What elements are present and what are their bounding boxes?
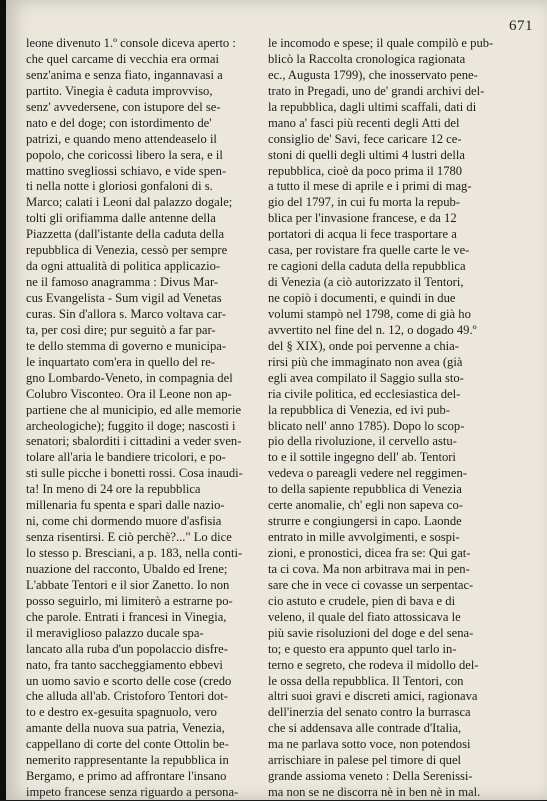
text-line: che parole. Entrati i francesi in Vinegia, bbox=[26, 609, 227, 624]
text-line: sare che in vece ci covasse un serpentac- bbox=[268, 577, 474, 592]
text-line: lancato alla ruba d'un popolaccio disfre- bbox=[26, 641, 228, 656]
text-line: to della sapiente repubblica di Venezia bbox=[268, 482, 462, 497]
page-number: 671 bbox=[509, 18, 533, 34]
text-line: un uomo savio e scorto delle cose (credo bbox=[26, 673, 232, 688]
text-line: popolo, che coricossi libero la sera, e il bbox=[26, 147, 223, 162]
text-line: ma ne parlava sotto voce, non potendosi bbox=[268, 737, 471, 752]
text-line: amante della nuova sua patria, Venezia, bbox=[26, 721, 225, 736]
text-line: strurre e congiungersi in capo. Laonde bbox=[268, 514, 462, 529]
text-line: nemerito rappresentante la repubblica in bbox=[26, 753, 229, 768]
text-line: posso seguirlo, mi limiterò a estrarne po- bbox=[26, 593, 233, 608]
text-line: senatori; sbalorditi i cittadini a veder sven- bbox=[26, 434, 242, 449]
text-line: pio della rivoluzione, il cervello astu- bbox=[268, 434, 457, 449]
text-line: ria civile politica, ed ecclesiastica del- bbox=[268, 386, 461, 401]
text-line: gno Lombardo-Veneto, in compagnia del bbox=[26, 370, 233, 385]
text-line: millenaria fu spenta e sparì dalle nazio- bbox=[26, 498, 225, 513]
text-line: to e il sottile ingegno dell' ab. Tentori bbox=[268, 450, 456, 465]
text-line: trato in Pregadi, uno de' grandi archivi del- bbox=[268, 83, 485, 98]
text-line: re cagioni della caduta della repubblica bbox=[268, 259, 466, 274]
text-line: stoni di quelli degli ultimi 4 lustri della bbox=[268, 147, 465, 162]
text-line: entrato in mille avvolgimenti, e sospi- bbox=[268, 530, 460, 545]
right-text-column bbox=[268, 36, 538, 801]
text-line: dell'inerzia del senato contro la burrasca bbox=[268, 705, 471, 720]
text-line: Colubro Visconteo. Ora il Leone non ap- bbox=[26, 386, 232, 401]
text-line: più savie risoluzioni del doge e del sena- bbox=[268, 625, 474, 640]
text-line: le incomodo e spese; il quale compilò e pub- bbox=[268, 36, 494, 50]
text-line: le ossa della repubblica. Il Tentori, con bbox=[268, 673, 464, 688]
text-line: Piazzetta (dall'istante della caduta della bbox=[26, 227, 225, 242]
text-line: curas. Sin d'allora s. Marco voltava car- bbox=[26, 306, 226, 321]
text-line: te dello stemma di governo e municipa- bbox=[26, 338, 227, 353]
text-line: blicato nell' anno 1785). Dopo lo scop- bbox=[268, 418, 465, 433]
text-line: veleno, il quale del fiato attossicava le bbox=[268, 609, 461, 624]
text-line: partito. Vinegia è caduta improvviso, bbox=[26, 83, 213, 98]
text-line: mano a' fasci più recenti degli Atti del bbox=[268, 115, 460, 130]
text-line: il meraviglioso palazzo ducale spa- bbox=[26, 625, 204, 640]
text-line: nuazione del racconto, Ubaldo ed Irene; bbox=[26, 561, 228, 576]
text-line: archeologiche); fuggito il doge; nascosti i bbox=[26, 418, 236, 433]
text-line: senza risentirsi. E ciò perchè?..." Lo dice bbox=[26, 530, 232, 545]
text-line: sti sulle picche i bonetti rossi. Cosa inaudi- bbox=[26, 466, 243, 481]
text-line: a tutto il mese di aprile e i primi di mag- bbox=[268, 179, 472, 194]
text-line: ne il famoso anagramma : Divus Mar- bbox=[26, 275, 219, 290]
text-line: senz' avvedersene, con istupore del se- bbox=[26, 99, 221, 114]
text-line: Marco; calati i Leoni dal palazzo dogale; bbox=[26, 195, 233, 210]
text-line: altri suoi gravi e discreti amici, ragionava bbox=[268, 689, 478, 704]
text-line: tolti gli orifiamma dalle antenne della bbox=[26, 211, 216, 226]
text-line: avvertito nel fine del n. 12, o dogado 49.º bbox=[268, 322, 477, 337]
text-line: la repubblica, dagli ultimi scaffali, dati di bbox=[268, 99, 477, 114]
text-line: blica per l'invasione francese, e da 12 bbox=[268, 211, 457, 226]
text-line: ta, per così dire; pur seguitò a far par- bbox=[26, 322, 216, 337]
text-line: di Venezia (a ciò autorizzato il Tentori, bbox=[268, 275, 464, 290]
text-line: partiene che al municipio, ed alle memorie bbox=[26, 402, 242, 417]
text-line: leone divenuto 1.º console diceva aperto : bbox=[26, 36, 236, 50]
text-line: che quel carcame di vecchia era ormai bbox=[26, 51, 219, 66]
text-line: tolare all'aria le bandiere tricolori, e po- bbox=[26, 450, 226, 465]
text-line: certe anomalie, ch' egli non sapeva co- bbox=[268, 498, 463, 513]
text-line: che alluda all'ab. Cristoforo Tentori dot- bbox=[26, 689, 228, 704]
text-line: nato e del doge; con istordimento de' bbox=[26, 115, 212, 130]
text-line: repubblica, cioè da poco prima il 1780 bbox=[268, 163, 463, 178]
left-text-column bbox=[26, 36, 263, 801]
text-line: consiglio de' Savi, fece caricare 12 ce- bbox=[268, 131, 462, 146]
text-line: portatori di acqua li fece trasportare a bbox=[268, 227, 457, 242]
text-line: grande assioma veneto : Della Serenissi- bbox=[268, 769, 473, 784]
text-line: mattino svegliossi schiavo, e vide spen- bbox=[26, 163, 227, 178]
text-line: volumi stampò nel 1798, come di già ho bbox=[268, 306, 471, 321]
text-line: la repubblica di Venezia, ed ivi pub- bbox=[268, 402, 450, 417]
text-line: cappellano di corte del conte Ottolin be- bbox=[26, 737, 229, 752]
text-line: blicò la Raccolta cronologica ragionata bbox=[268, 51, 466, 66]
text-line: del § XIX), onde poi pervenne a chia- bbox=[268, 338, 459, 353]
text-line: cus Evangelista - Sum vigil ad Venetas bbox=[26, 291, 222, 305]
text-line: senz'anima e senza fiato, ingannavasi a bbox=[26, 67, 223, 82]
text-line: nato, fra tanto saccheggiamento ebbevi bbox=[26, 657, 223, 672]
text-line: che si addensava alle contrade d'Italia, bbox=[268, 721, 462, 736]
text-line: cio astuto e crudele, pien di bava e di bbox=[268, 593, 456, 608]
text-line: ec., Augusta 1799), che inosservato pene- bbox=[268, 67, 478, 82]
text-line: da ogni attualità di politica applicazio- bbox=[26, 259, 221, 274]
text-line: egli avea compilato il Saggio sulla sto- bbox=[268, 370, 464, 385]
text-line: terno e segreto, che rodeva il midollo del- bbox=[268, 657, 479, 672]
text-line: ta! In meno di 24 ore la repubblica bbox=[26, 482, 201, 497]
text-line: L'abbate Tentori e il sior Zanetto. Io non bbox=[26, 577, 230, 592]
text-line: ni, come chi dormendo muore d'asfisia bbox=[26, 514, 222, 529]
text-line: to; e questo era appunto quel tarlo in- bbox=[268, 641, 457, 656]
book-page bbox=[6, 0, 547, 800]
text-line: ta ci cova. Ma non arbitrava mai in pen- bbox=[268, 561, 470, 576]
text-line: ma non se ne discorra nè in ben nè in mal. bbox=[268, 785, 481, 800]
text-line: lo stesso p. Bresciani, a p. 183, nella conti- bbox=[26, 546, 243, 560]
text-line: casa, per rovistare fra quelle carte le ve- bbox=[268, 243, 470, 258]
text-line: patrizi, e quando meno attendeaselo il bbox=[26, 131, 217, 146]
text-line: to e destro ex-gesuita spagnuolo, vero bbox=[26, 705, 217, 720]
text-line: rirsi più che immaginato non avea (già bbox=[268, 354, 463, 369]
text-line: impeto francese senza riguardo a persona- bbox=[26, 785, 239, 800]
text-line: ti nella notte i gloriosi gonfaloni di s. bbox=[26, 179, 213, 194]
text-line: repubblica di Venezia, cessò per sempre bbox=[26, 243, 228, 258]
text-line: gio del 1797, in cui fu morta la repub- bbox=[268, 195, 461, 210]
text-line: zioni, e pronostici, dicea fra se: Qui gat- bbox=[268, 546, 471, 560]
text-line: arrischiare in palese pel timore di quel bbox=[268, 753, 462, 768]
text-line: ne copiò i documenti, e quindi in due bbox=[268, 291, 456, 305]
text-line: vedeva o pareagli vedere nel reggimen- bbox=[268, 466, 467, 481]
text-line: Bergamo, e primo ad affrontare l'insano bbox=[26, 769, 227, 784]
text-line: le inquartato com'era in quello del re- bbox=[26, 354, 215, 369]
